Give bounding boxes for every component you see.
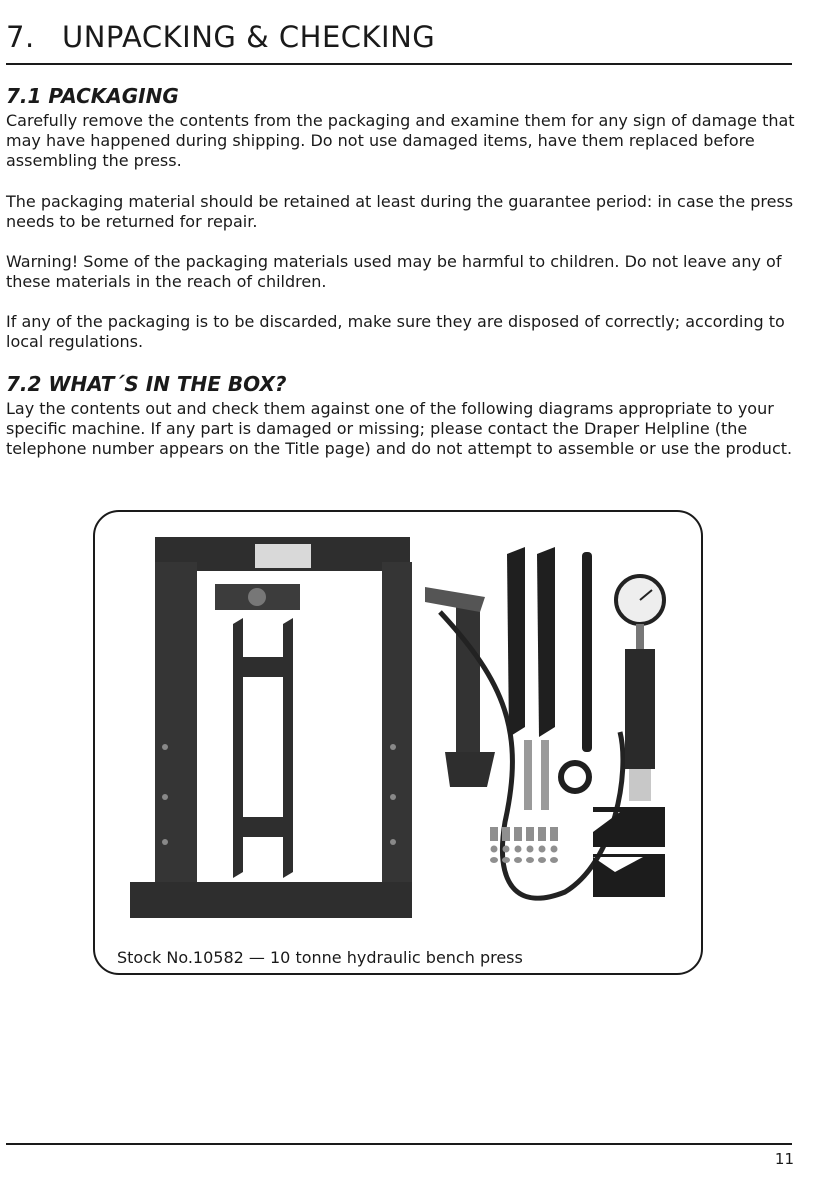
v-block-illustration [593, 807, 665, 897]
whats-in-box-heading: 7.2 WHAT´S IN THE BOX? [6, 372, 287, 396]
section-heading [6, 20, 435, 54]
packaging-warning-paragraph: Warning! Some of the packaging materials used may be harmful to children. Do not leave any of these materials in the reach of children. [6, 252, 782, 291]
rod-illustration [582, 552, 592, 752]
press-bed-illustration [233, 618, 293, 878]
bracket-illustration [507, 547, 555, 737]
pins-illustration [524, 740, 589, 810]
whats-in-box-paragraph: Lay the contents out and check them against one of the following diagrams appropriate to your specific machine. If any part is damaged or missing; please contact the Draper Helpline (the telephone number appears on the Title page) and do not attempt to assemble or use the product. [6, 399, 793, 458]
top-divider [6, 63, 792, 65]
product-figure [93, 510, 703, 975]
packaging-paragraph-4: If any of the packaging is to be discarded, make sure they are disposed of correctly; according to local regulations. [6, 312, 785, 351]
packaging-paragraph-1: Carefully remove the contents from the packaging and examine them for any sign of damage that may have happened during shipping. Do not use damaged items, have them replaced before assembling the press. [6, 111, 795, 170]
page-number: 11 [774, 1150, 794, 1168]
section-number: 7. [6, 20, 35, 54]
packaging-heading: 7.1 PACKAGING [6, 84, 179, 108]
section-title: UNPACKING & CHECKING [62, 20, 436, 54]
press-parts-illustration [95, 512, 701, 973]
figure-caption: Stock No.10582 — 10 tonne hydraulic bench press [117, 948, 523, 967]
hand-pump-illustration [425, 587, 495, 787]
bottom-divider [6, 1143, 792, 1145]
packaging-paragraph-2: The packaging material should be retained at least during the guarantee period: in case the press needs to be returned for repair. [6, 192, 794, 231]
press-frame-illustration [130, 537, 412, 918]
